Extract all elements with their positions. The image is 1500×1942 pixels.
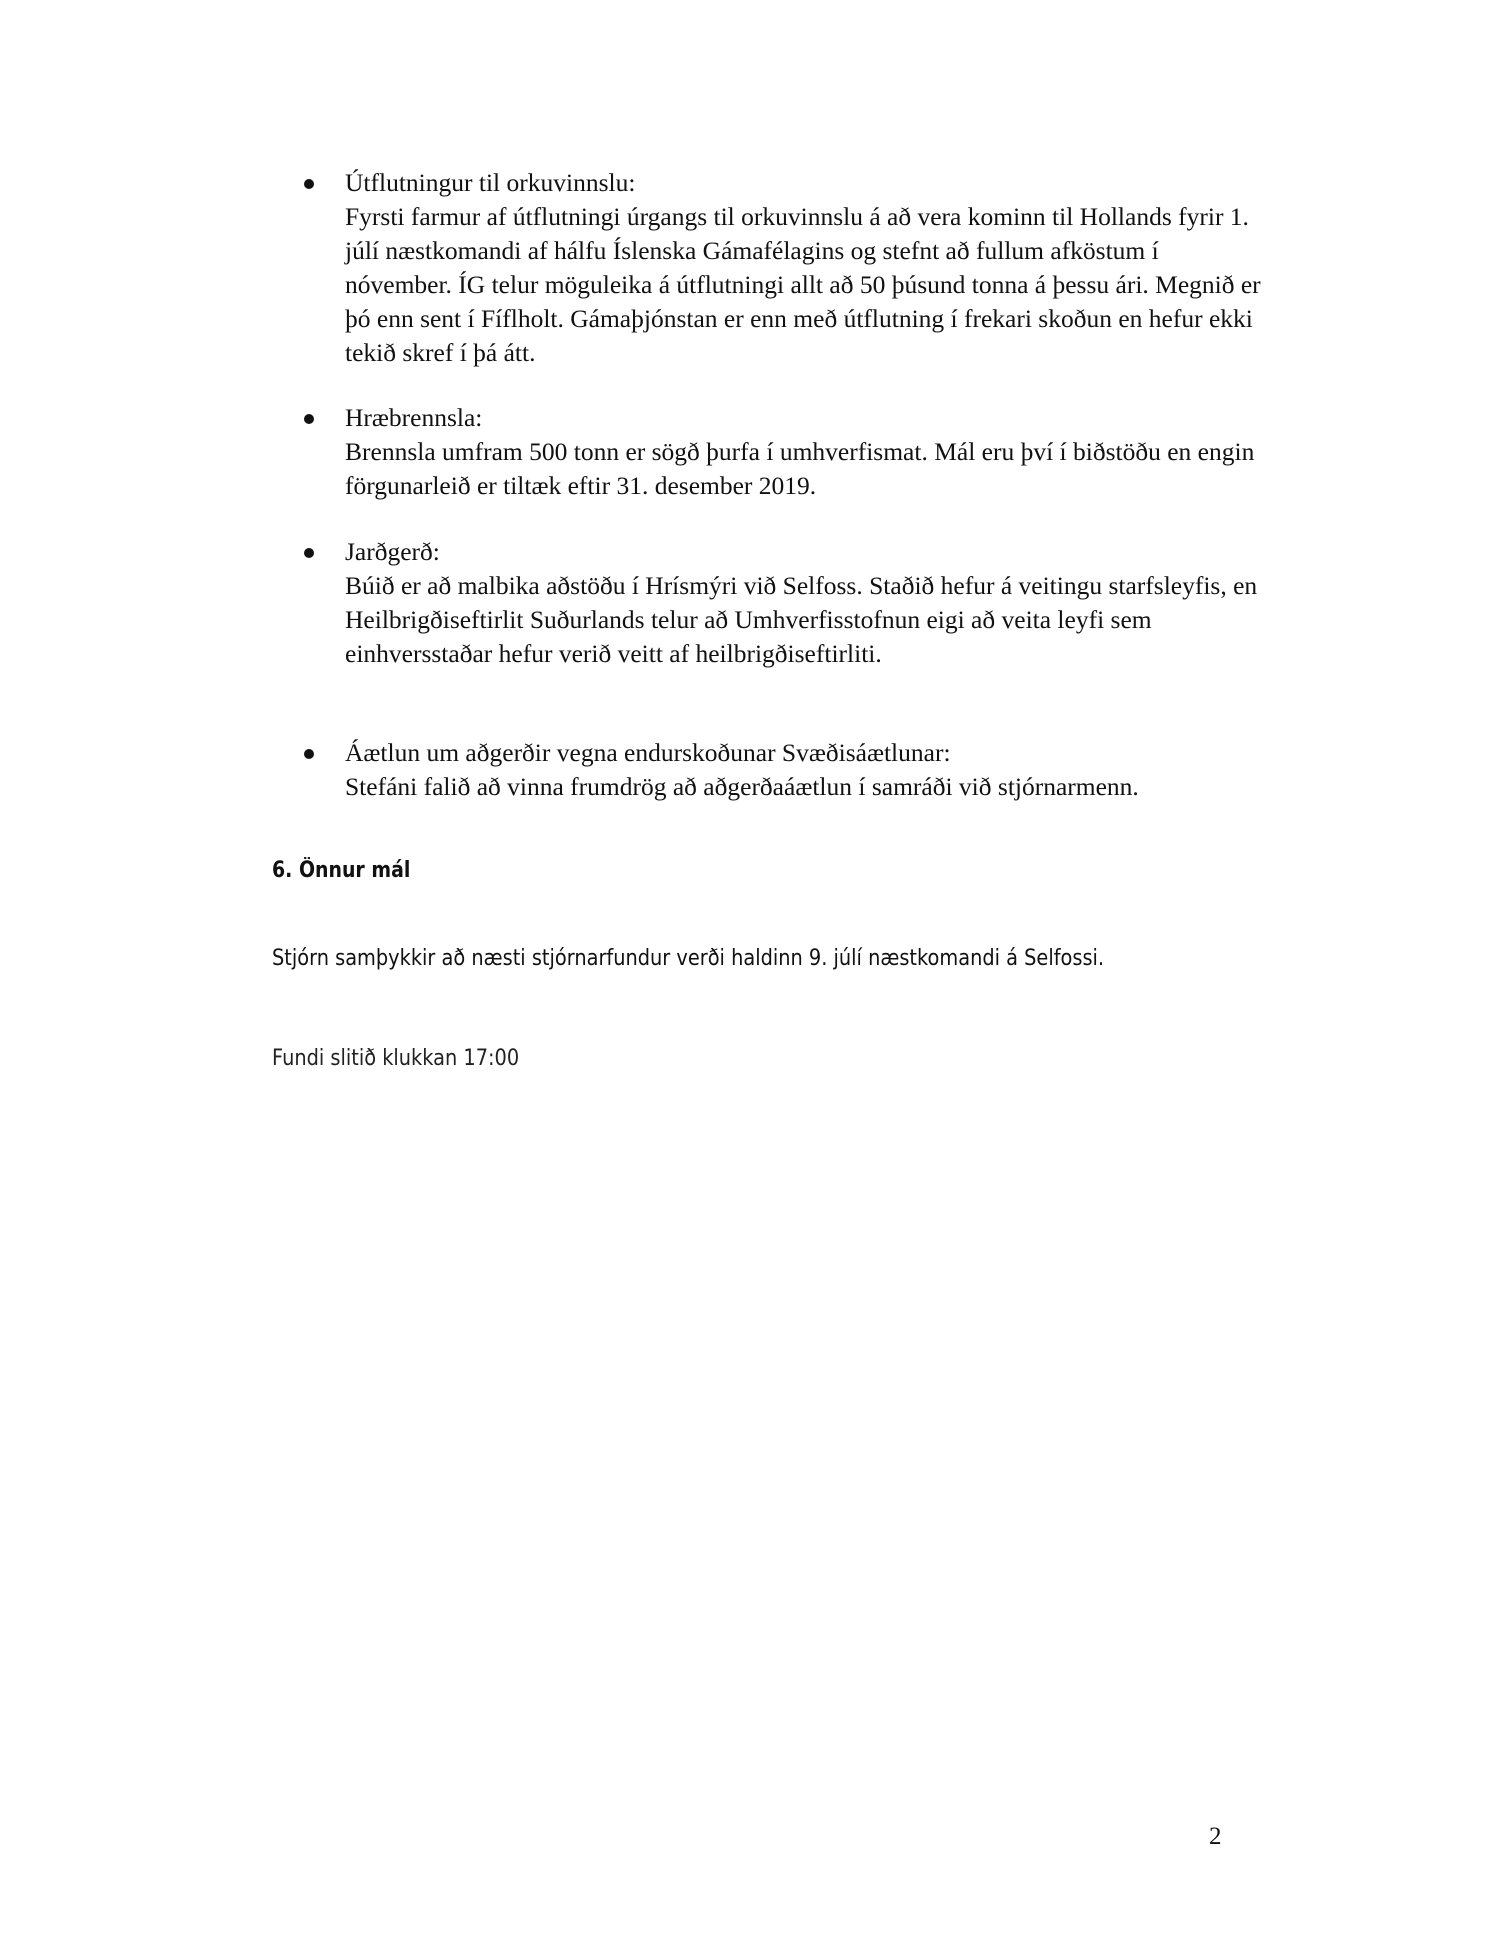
closing-paragraph: Fundi slitið klukkan 17:00 — [272, 1045, 520, 1071]
bullet-point-icon — [304, 414, 314, 424]
section-heading: 6. Önnur mál — [272, 858, 411, 883]
list-item-title: Hræbrennsla: — [345, 403, 483, 432]
bullet-point-icon — [304, 179, 314, 189]
list-item-title: Útflutningur til orkuvinnslu: — [345, 168, 636, 197]
decision-paragraph: Stjórn samþykkir að næsti stjórnarfundur verði haldinn 9. júlí næstkomandi á Selfossi. — [272, 945, 1105, 971]
list-item-title: Áætlun um aðgerðir vegna endurskoðunar Svæðisáætlunar: — [345, 738, 951, 767]
list-item-body: Búið er að malbika aðstöðu í Hrísmýri við Selfoss. Staðið hefur á veitingu starfsleyfis, en Heilbrigðiseftirlit Suðurlands telur að Umhverfisstofnun eigi að veita leyfi sem einhversstaðar hefur verið veitt af heilbrigðiseftirliti. — [345, 571, 1258, 668]
list-item-body: Fyrsti farmur af útflutningi úrgangs til orkuvinnslu á að vera kominn til Hollands fyrir 1. júlí næstkomandi af hálfu Íslenska Gámafélagins og stefnt að fullum afköstum í nóvember. ÍG telur möguleika á útflutningi allt að 50 þúsund tonna á þessu ári. Megnið er þó enn sent í Fíflholt. Gámaþjónstan er enn með útflutning í frekari skoðun en hefur ekki tekið skref í þá átt. — [345, 202, 1261, 367]
page-number: 2 — [1209, 1823, 1222, 1850]
list-item-text — [345, 535, 1265, 671]
list-item-text — [345, 736, 1265, 804]
list-item-text — [345, 166, 1265, 370]
list-item-body: Stefáni falið að vinna frumdrög að aðgerðaáætlun í samráði við stjórnarmenn. — [345, 772, 1139, 801]
list-item-body: Brennsla umfram 500 tonn er sögð þurfa í umhverfismat. Mál eru því í biðstöðu en engin förgunarleið er tiltæk eftir 31. desember 2019. — [345, 437, 1255, 500]
list-item-title: Jarðgerð: — [345, 537, 440, 566]
list-item-text — [345, 401, 1265, 503]
bullet-point-icon — [304, 548, 314, 558]
bullet-point-icon — [304, 749, 314, 759]
